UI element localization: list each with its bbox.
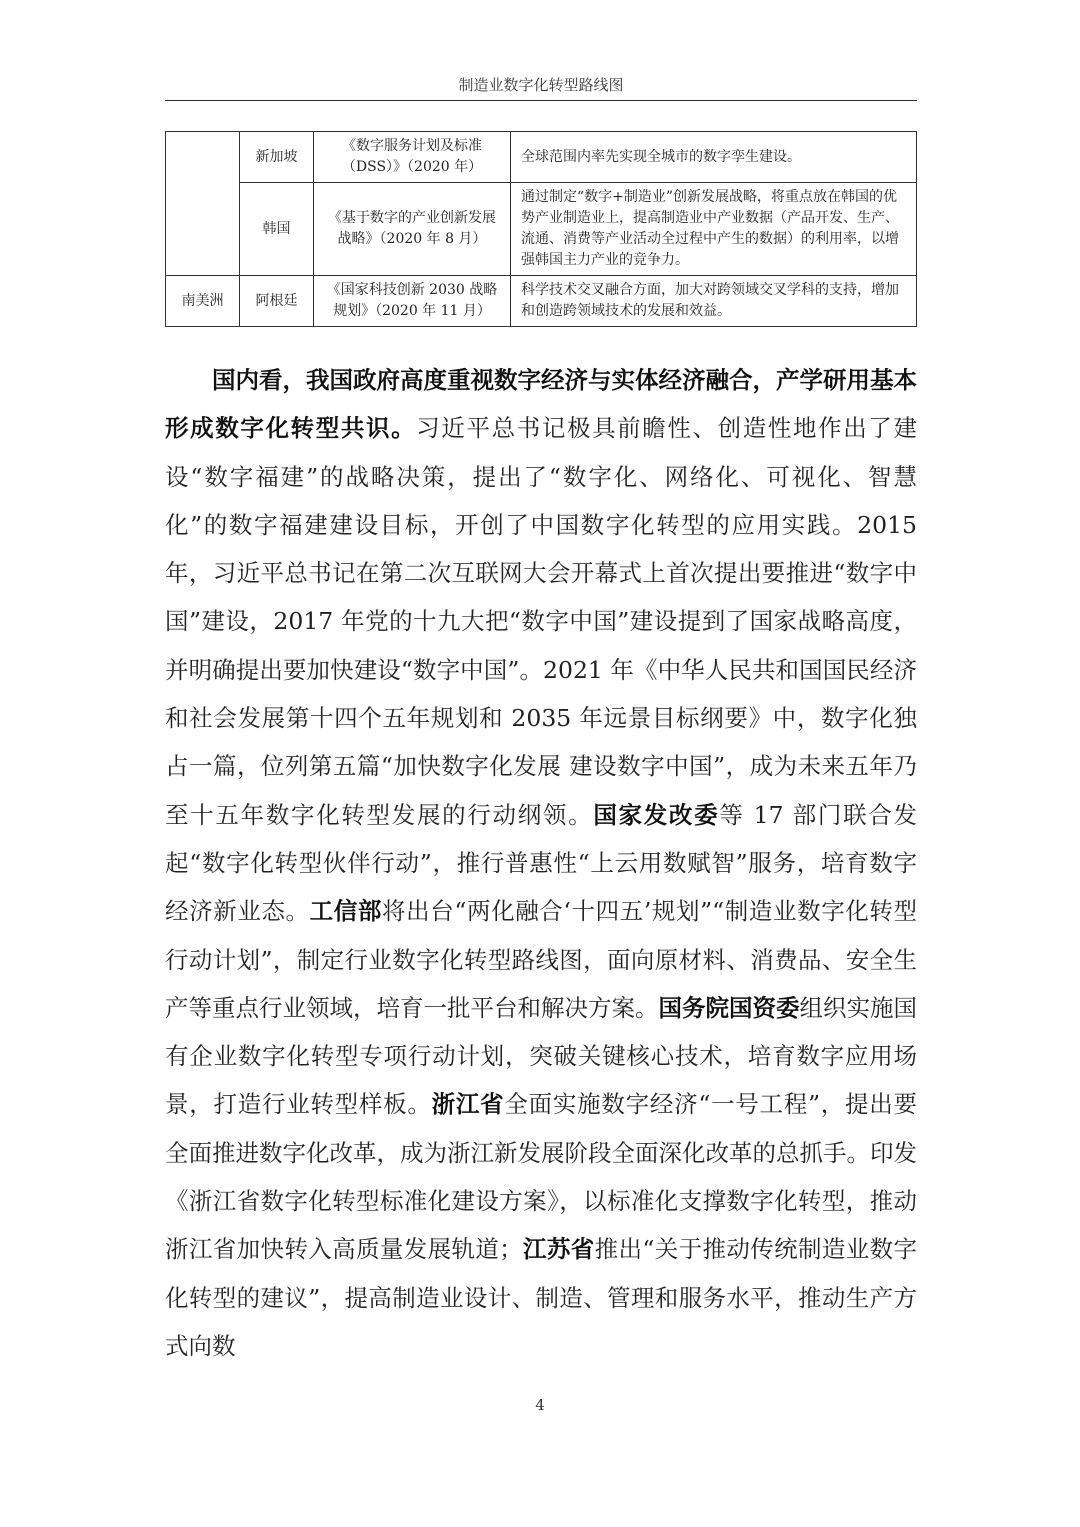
table-cell-content: 通过制定“数字+制造业”创新发展战略，将重点放在韩国的优势产业制造业上，提高制造业中产业数据（产品开发、生产、流通、消费等产业活动全过程中产生的数据）的利用率，以增强韩国主力产业的竞争力。 (511, 183, 917, 276)
body-text-segment: 组织实施国有企业数字化转型专项行动计划，突破关键核心技术，培育数字应用场景，打造行业转型样板。 (165, 993, 917, 1119)
table-cell-content: 科学技术交叉融合方面，加大对跨领域交叉学科的支持，增加和创造跨领域技术的发展和效益。 (511, 276, 917, 327)
org-name: 国家发改委 (593, 800, 720, 829)
table-cell-policy: 《国家科技创新 2030 战略规划》（2020 年 11 月） (314, 276, 511, 327)
table-row (166, 276, 917, 327)
policy-table (165, 131, 917, 327)
body-text-segment: 将出台“两化融合‘十四五’规划”“制造业数字化转型行动计划”，制定行业数字化转型路线图，面向原材料、消费品、安全生产等重点行业领域，培育一批平台和解决方案。 (165, 897, 918, 1022)
lead-sentence: 国内看，我国政府高度重视数字经济与实体经济融合，产学研用基本形成数字化转型共识。 (165, 366, 917, 443)
table-cell-content: 全球范围内率先实现全城市的数字孪生建设。 (511, 132, 917, 183)
table-cell-country: 阿根廷 (240, 276, 314, 327)
org-name: 浙江省 (431, 1090, 505, 1119)
table-cell-country: 新加坡 (240, 132, 314, 183)
org-name: 工信部 (309, 897, 383, 926)
org-name: 江苏省 (522, 1235, 595, 1264)
body-text-segment: 习近平总书记极具前瞻性、创造性地作出了建设“数字福建”的战略决策，提出了“数字化、网络化、可视化、智慧化”的数字福建建设目标，开创了中国数字化转型的应用实践。2015 年，习近平总书记在第二次互联网大会开幕式上首次提出要推进“数字中国”建设，2017 年党的十九大把“数字中国”建设提到了国家战略高度，并明确提出要加快建设“数字中国”。2021 年《中华人民共和国国民经济和社会发展第十四个五年规划和 2035 年远景目标纲要》中，数字化独占一篇，位列第五篇“加快数字化发展 建设数字中国”，成为未来五年乃至十五年数字化转型发展的行动纲领。 (165, 414, 918, 829)
running-header: 制造业数字化转型路线图 (458, 76, 624, 94)
body-text-segment: 等 17 部门联合发起“数字化转型伙伴行动”，推行普惠性“上云用数赋智”服务，培育数字经济新业态。 (165, 800, 918, 926)
body-text-segment: 推出“关于推动传统制造业数字化转型的建议”，提高制造业设计、制造、管理和服务水平，推动生产方式向数 (165, 1235, 918, 1360)
body-text-segment: 全面实施数字经济“一号工程”，提出要全面推进数字化改革，成为浙江新发展阶段全面深化改革的总抓手。印发《浙江省数字化转型标准化建设方案》，以标准化支撑数字化转型，推动浙江省加快转入高质量发展轨道； (165, 1090, 918, 1264)
table-row (166, 132, 917, 183)
table-row (166, 183, 917, 276)
table-cell-policy: 《基于数字的产业创新发展战略》（2020 年 8 月） (314, 183, 511, 276)
page-number: 4 (535, 1396, 545, 1414)
header-rule (165, 100, 917, 101)
org-name: 国务院国资委 (658, 993, 800, 1022)
table-cell-region (166, 132, 240, 276)
table-cell-policy: 《数字服务计划及标准（DSS）》（2020 年） (314, 132, 511, 183)
table-cell-country: 韩国 (240, 183, 314, 276)
body-paragraph (165, 356, 917, 1370)
table-cell-region: 南美洲 (166, 276, 240, 327)
